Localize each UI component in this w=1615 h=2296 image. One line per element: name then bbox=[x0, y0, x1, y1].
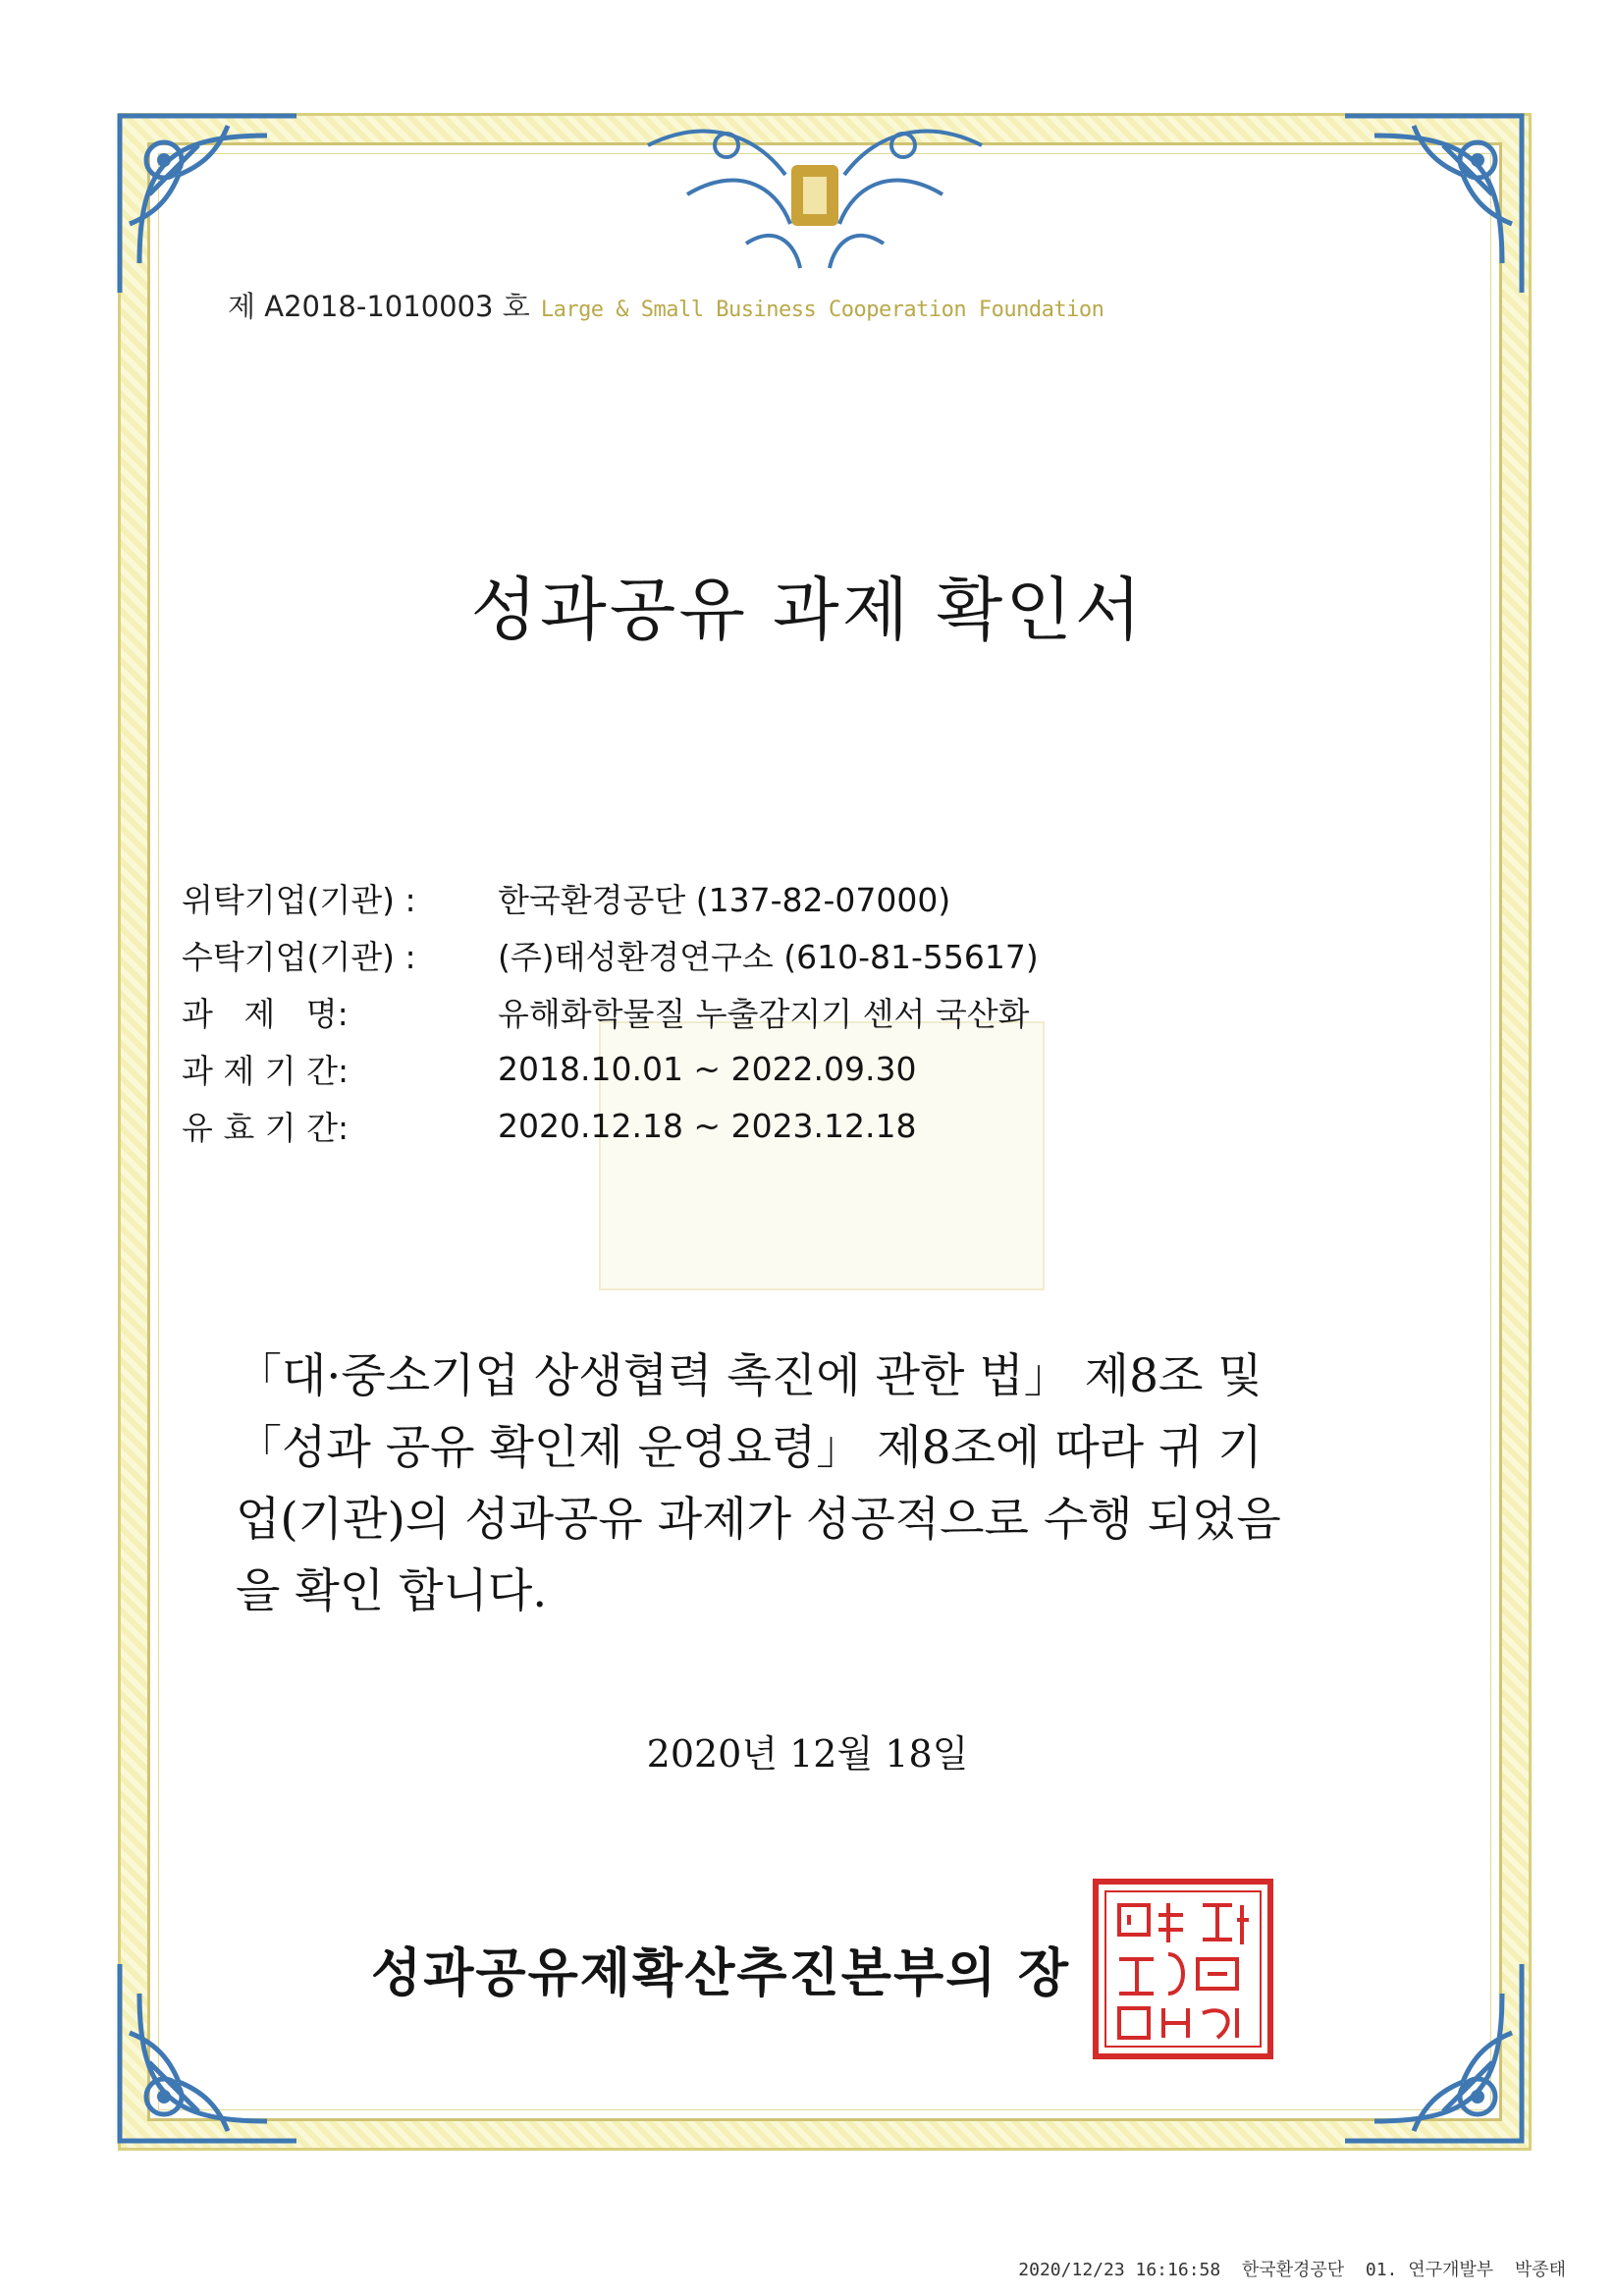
info-value: (주)태성환경연구소 (610-81-55617) bbox=[498, 937, 1039, 976]
confirmation-statement bbox=[236, 1340, 1394, 1627]
info-label: 과 제 명: bbox=[182, 994, 349, 1033]
info-value: 2018.10.01 ~ 2022.09.30 bbox=[498, 1049, 917, 1088]
info-row-valid-period bbox=[182, 1097, 1360, 1154]
info-label: 수탁기업(기관) : bbox=[182, 937, 416, 976]
info-label: 과 제 기 간: bbox=[182, 1051, 350, 1090]
certificate-header bbox=[228, 285, 1104, 325]
info-row-consignor bbox=[182, 869, 1360, 926]
info-value: 한국환경공단 (137-82-07000) bbox=[498, 880, 951, 919]
info-row-project-name bbox=[182, 983, 1360, 1040]
issue-date: 2020년 12월 18일 bbox=[646, 1732, 969, 1776]
info-label: 유 효 기 간: bbox=[182, 1108, 350, 1147]
corner-ornament-icon bbox=[110, 1954, 306, 2151]
info-row-project-period bbox=[182, 1040, 1360, 1097]
certificate-number: 제 A2018-1010003 호 bbox=[228, 290, 530, 323]
statement-line: 을 확인 합니다. bbox=[236, 1564, 548, 1618]
info-value: 유해화학물질 누출감지기 센서 국산화 bbox=[498, 994, 1030, 1033]
statement-line: 「대·중소기업 상생협력 촉진에 관한 법」 제8조 및 bbox=[236, 1349, 1263, 1403]
official-seal-icon bbox=[1090, 1876, 1276, 2062]
document-title: 성과공유 과제 확인서 bbox=[470, 570, 1145, 650]
corner-ornament-icon bbox=[1335, 106, 1532, 302]
info-label: 위탁기업(기관) : bbox=[182, 880, 416, 919]
print-footer: 2020/12/23 16:16:58 한국환경공단 01. 연구개발부 박종태 bbox=[1018, 2260, 1566, 2280]
corner-ornament-icon bbox=[1335, 1954, 1532, 2151]
crest-ornament-icon bbox=[628, 106, 1001, 283]
info-value: 2020.12.18 ~ 2023.12.18 bbox=[498, 1106, 917, 1145]
issuer-name: 성과공유제확산추진본부의 장 bbox=[371, 1943, 1071, 2003]
corner-ornament-icon bbox=[110, 106, 306, 302]
foundation-name: Large & Small Business Cooperation Foundation bbox=[540, 298, 1104, 322]
statement-line: 「성과 공유 확인제 운영요령」 제8조에 따라 귀 기 bbox=[236, 1421, 1263, 1475]
project-info bbox=[182, 869, 1360, 1154]
statement-line: 업(기관)의 성과공유 과제가 성공적으로 수행 되었음 bbox=[236, 1493, 1281, 1547]
info-row-consignee bbox=[182, 926, 1360, 983]
